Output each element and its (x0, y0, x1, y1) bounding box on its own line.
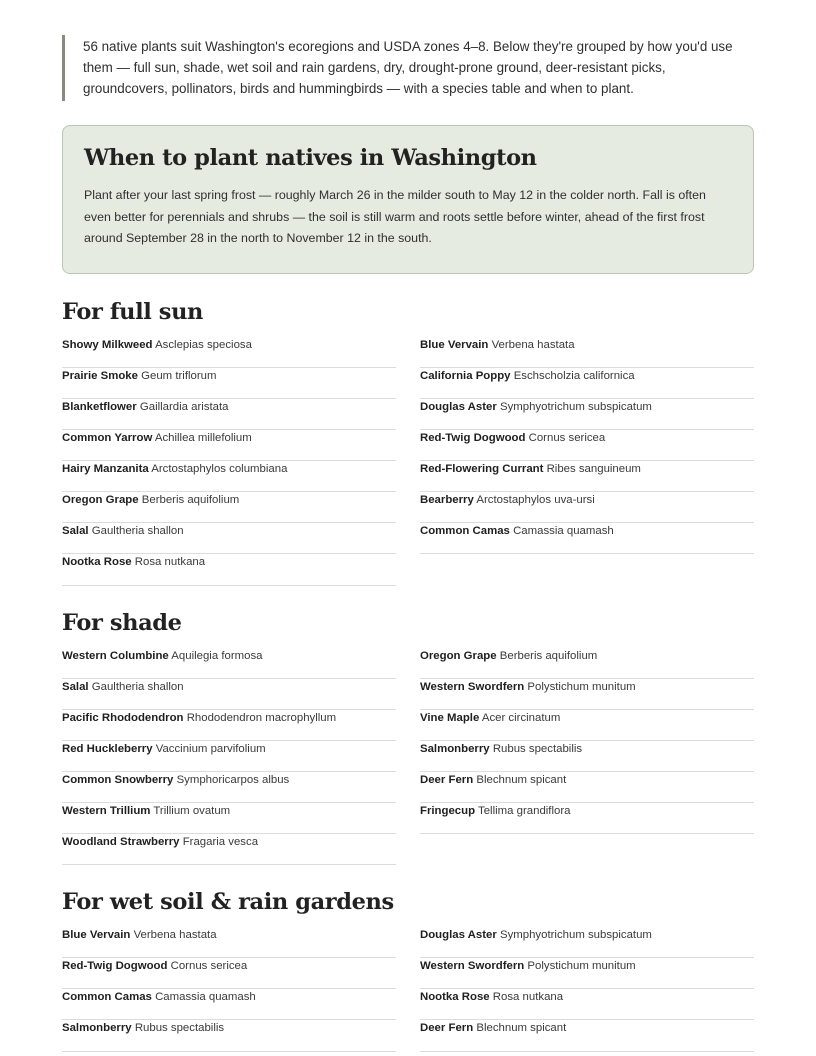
plant-common-name: Western Swordfern (420, 680, 525, 693)
plant-item (420, 368, 754, 399)
plant-item (62, 772, 396, 803)
plant-common-name: Woodland Strawberry (62, 836, 180, 849)
plant-scientific-name: Geum triflorum (141, 369, 217, 382)
plant-scientific-name: Berberis aquifolium (141, 494, 240, 507)
plant-common-name: Pacific Rhododendron (62, 711, 184, 724)
plant-common-name: Salal (62, 525, 89, 538)
plant-scientific-name: Symphyotrichum subspicatum (499, 400, 652, 413)
plant-common-name: Fringecup (420, 805, 476, 817)
plant-list (62, 927, 754, 1051)
plant-item (420, 1020, 754, 1051)
plant-item (62, 1020, 396, 1051)
plant-common-name: Showy Milkweed (62, 338, 153, 351)
plant-item (420, 679, 754, 710)
plant-scientific-name: Symphyotrichum subspicatum (499, 929, 652, 942)
plant-item (420, 710, 754, 741)
plant-item (62, 523, 396, 554)
plant-scientific-name: Blechnum spicant (476, 1022, 567, 1035)
intro-paragraph: 56 native plants suit Washington's ecoregions and USDA zones 4–8. Below they're grouped by how you'd use them — full sun, shade, wet soil and rain gardens, dry, drought-prone ground, deer-resistant picks, groundcovers, pollinators, birds and hummingbirds — with a species table and when to plant. (62, 35, 754, 101)
plant-common-name: Douglas Aster (420, 400, 497, 413)
planting-time-callout (62, 125, 754, 274)
callout-title: When to plant natives in Washington (84, 145, 537, 171)
plant-scientific-name: Achillea millefolium (154, 432, 252, 445)
plant-common-name: Salmonberry (62, 1022, 132, 1035)
plant-common-name: Red-Twig Dogwood (62, 960, 168, 973)
plant-scientific-name: Rubus spectabilis (134, 1022, 225, 1035)
plant-common-name: California Poppy (420, 369, 511, 382)
plant-common-name: Deer Fern (420, 1022, 474, 1035)
plant-scientific-name: Cornus sericea (170, 960, 248, 973)
plant-scientific-name: Gaillardia aristata (139, 400, 229, 413)
plant-common-name: Vine Maple (420, 711, 480, 724)
plant-item (420, 399, 754, 430)
plant-common-name: Red-Flowering Currant (420, 463, 544, 476)
plant-scientific-name: Arctostaphylos uva-ursi (476, 494, 595, 507)
section-wet-soil (62, 887, 754, 1051)
plant-item (62, 927, 396, 958)
plant-scientific-name: Rubus spectabilis (492, 742, 583, 755)
plant-common-name: Bearberry (420, 494, 474, 507)
plant-item (420, 337, 754, 368)
plant-common-name: Salmonberry (420, 742, 490, 755)
plant-scientific-name: Rhododendron macrophyllum (186, 711, 337, 724)
section-title: For wet soil & rain gardens (62, 889, 394, 916)
plant-item (420, 772, 754, 803)
plant-common-name: Blue Vervain (420, 338, 489, 351)
section-title: For shade (62, 609, 182, 636)
plant-item (420, 741, 754, 772)
plant-common-name: Oregon Grape (62, 494, 139, 507)
plant-item (62, 492, 396, 523)
plant-item (420, 430, 754, 461)
plant-item (420, 523, 754, 554)
plant-item (62, 554, 396, 585)
plant-item (62, 648, 396, 679)
plant-scientific-name: Rosa nutkana (492, 991, 564, 1004)
section-full-sun (62, 297, 754, 586)
plant-scientific-name: Polystichum munitum (527, 960, 636, 973)
section-shade (62, 608, 754, 866)
plant-item (420, 989, 754, 1020)
plant-common-name: Western Swordfern (420, 960, 525, 973)
callout-body: Plant after your last spring frost — roughly March 26 in the milder south to May 12 in the colder north. Fall is often even better for perennials and shrubs — the soil is still warm and roots settle before winter, ahead of the first frost around September 28 in the north to November 12 in the south. (84, 188, 706, 246)
plant-scientific-name: Gaultheria shallon (91, 525, 184, 538)
plant-scientific-name: Verbena hastata (133, 929, 217, 942)
plant-common-name: Western Trillium (62, 805, 151, 817)
plant-common-name: Douglas Aster (420, 929, 497, 942)
plant-scientific-name: Arctostaphylos columbiana (151, 463, 288, 476)
plant-common-name: Red-Twig Dogwood (420, 432, 526, 445)
plant-common-name: Common Camas (420, 525, 510, 538)
plant-item (420, 648, 754, 679)
plant-list (62, 337, 754, 586)
plant-item (62, 741, 396, 772)
plant-common-name: Blanketflower (62, 400, 137, 413)
plant-scientific-name: Aquilegia formosa (171, 649, 263, 662)
plant-item (62, 368, 396, 399)
plant-scientific-name: Blechnum spicant (476, 773, 567, 786)
plant-scientific-name: Vaccinium parvifolium (155, 742, 266, 755)
plant-scientific-name: Trillium ovatum (153, 805, 231, 817)
plant-item (420, 958, 754, 989)
plant-common-name: Oregon Grape (420, 649, 497, 662)
plant-item (62, 834, 396, 865)
plant-scientific-name: Berberis aquifolium (499, 649, 598, 662)
plant-common-name: Salal (62, 680, 89, 693)
plant-scientific-name: Verbena hastata (491, 338, 575, 351)
plant-scientific-name: Symphoricarpos albus (176, 773, 290, 786)
plant-item (420, 803, 754, 834)
plant-list (62, 648, 754, 866)
plant-scientific-name: Asclepias speciosa (155, 338, 252, 351)
plant-scientific-name: Ribes sanguineum (546, 463, 641, 476)
plant-scientific-name: Acer circinatum (481, 711, 561, 724)
plant-common-name: Nootka Rose (62, 556, 132, 569)
plant-item (420, 927, 754, 958)
plant-common-name: Common Camas (62, 991, 152, 1004)
plant-item (62, 461, 396, 492)
plant-scientific-name: Camassia quamash (155, 991, 256, 1004)
plant-common-name: Blue Vervain (62, 929, 131, 942)
plant-scientific-name: Rosa nutkana (134, 556, 206, 569)
plant-common-name: Nootka Rose (420, 991, 490, 1004)
plant-item (420, 492, 754, 523)
plant-item (62, 989, 396, 1020)
plant-common-name: Deer Fern (420, 773, 474, 786)
plant-item (62, 710, 396, 741)
plant-scientific-name: Gaultheria shallon (91, 680, 184, 693)
plant-item (62, 337, 396, 368)
plant-item (62, 430, 396, 461)
plant-common-name: Common Yarrow (62, 432, 153, 445)
plant-common-name: Red Huckleberry (62, 742, 153, 755)
plant-item (62, 679, 396, 710)
plant-scientific-name: Eschscholzia californica (513, 369, 635, 382)
plant-scientific-name: Cornus sericea (528, 432, 606, 445)
plant-scientific-name: Tellima grandiflora (478, 805, 571, 817)
plant-common-name: Prairie Smoke (62, 369, 138, 382)
plant-item (62, 958, 396, 989)
plant-scientific-name: Fragaria vesca (182, 836, 259, 849)
plant-scientific-name: Camassia quamash (513, 525, 614, 538)
plant-common-name: Common Snowberry (62, 773, 174, 786)
plant-item (62, 399, 396, 430)
plant-item (62, 803, 396, 834)
plant-scientific-name: Polystichum munitum (527, 680, 636, 693)
plant-common-name: Western Columbine (62, 649, 169, 662)
section-title: For full sun (62, 298, 203, 325)
page (0, 35, 816, 1056)
plant-item (420, 461, 754, 492)
plant-common-name: Hairy Manzanita (62, 463, 149, 476)
